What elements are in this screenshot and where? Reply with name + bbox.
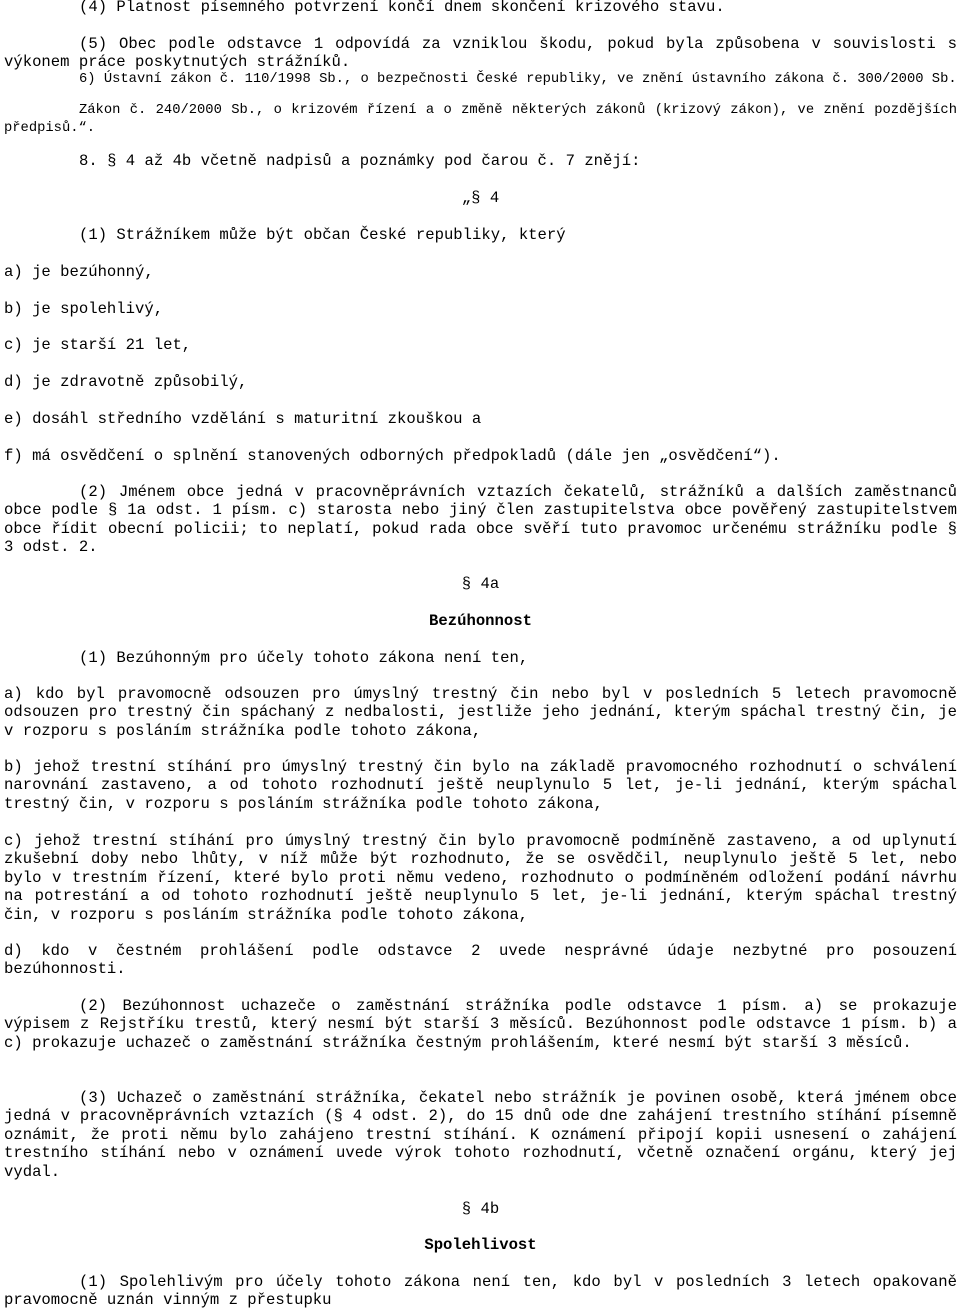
- section-4-paragraph-2: (2) Jménem obce jedná v pracovněprávních vztazích čekatelů, strážníků a dalších zaměstnanců obce podle § 1a odst. 1 písm. c) starosta nebo jiný člen zastupitelstva obce pověřený zastupitelstvem obce řídit obecní policii; to neplatí, pokud rada obce svěří tuto pravomoc určenému strážníku podle § 3 odst. 2.: [4, 483, 957, 557]
- section-4a-paragraph-3: (3) Uchazeč o zaměstnání strážníka, čekatel nebo strážník je povinen osobě, která jménem obce jedná v pracovněprávních vztazích (§ 4 odst. 2), do 15 dnů ode dne zahájení trestního stíhání písemně oznámit, že proti němu bylo zahájeno trestní stíhání. K oznámení připojí kopii usnesení o zahájení trestního stíhání nebo v oznámení uvede výrok tohoto rozhodnutí, včetně označení orgánu, který jej vydal.: [4, 1089, 957, 1181]
- section-4b-heading: § 4b: [461, 1200, 500, 1218]
- list-item-d: d) je zdravotně způsobilý,: [4, 373, 248, 391]
- list-item-f: f) má osvědčení o splnění stanovených odborných předpokladů (dále jen „osvědčení“).: [4, 447, 781, 465]
- section-4a-heading: § 4a: [461, 575, 500, 593]
- footnote-7: Zákon č. 240/2000 Sb., o krizovém řízení a o změně některých zákonů (krizový zákon), ve znění pozdějších předpisů.“.: [4, 103, 957, 137]
- amendment-point-8: 8. § 4 až 4b včetně nadpisů a poznámky pod čarou č. 7 znějí:: [79, 152, 641, 170]
- list-item-e: e) dosáhl středního vzdělání s maturitní zkouškou a: [4, 410, 482, 428]
- section-4b-paragraph-1: (1) Spolehlivým pro účely tohoto zákona není ten, kdo byl v posledních 3 letech opakovaně pravomocně uznán vinným z přestupku: [4, 1273, 957, 1310]
- footnote-6: 6) Ústavní zákon č. 110/1998 Sb., o bezpečnosti České republiky, ve znění ústavního zákona č. 300/2000 Sb.: [79, 72, 957, 87]
- list-item-c: c) je starší 21 let,: [4, 336, 192, 354]
- section-4a-paragraph-1: (1) Bezúhonným pro účely tohoto zákona není ten,: [79, 649, 529, 667]
- section-4a-item-d: d) kdo v čestném prohlášení podle odstavce 2 uvede nesprávné údaje nezbytné pro posouzení bezúhonnosti.: [4, 942, 957, 979]
- section-4-heading: „§ 4: [461, 189, 500, 207]
- section-4a-paragraph-2: (2) Bezúhonnost uchazeče o zaměstnání strážníka podle odstavce 1 písm. a) se prokazuje výpisem z Rejstříku trestů, který nesmí být starší 3 měsíců. Bezúhonnost podle odstavce 1 písm. b) a c) prokazuje uchazeč o zaměstnání strážníka čestným prohlášením, které nesmí být starší 3 měsíců.: [4, 997, 957, 1052]
- paragraph-4-validity: (4) Platnost písemného potvrzení končí dnem skončení krizového stavu.: [79, 0, 725, 16]
- list-item-a: a) je bezúhonný,: [4, 263, 154, 281]
- section-4a-item-b: b) jehož trestní stíhání pro úmyslný trestný čin bylo na základě pravomocného rozhodnutí o schválení narovnání zastaveno, a od tohoto rozhodnutí ještě neuplynulo 5 let, je-li jednání, kterým spáchal trestný čin, v rozporu s posláním strážníka podle tohoto zákona,: [4, 758, 957, 813]
- section-4a-title: Bezúhonnost: [429, 612, 532, 630]
- section-4a-item-c: c) jehož trestní stíhání pro úmyslný trestný čin bylo pravomocně podmíněně zastaveno, a od uplynutí zkušební doby nebo lhůty, v níž může být rozhodnuto, že se osvědčil, neuplynulo ještě 5 let, nebo bylo v trestním řízení, které bylo proti němu vedeno, rozhodnuto o podmíněném odložení podání návrhu na potrestání a od tohoto rozhodnutí ještě neuplynulo 5 let, je-li jednání, kterým spáchal trestný čin, v rozporu s posláním strážníka podle tohoto zákona,: [4, 832, 957, 924]
- paragraph-5-liability: (5) Obec podle odstavce 1 odpovídá za vzniklou škodu, pokud byla způsobena v souvislosti s výkonem práce poskytnutých strážníků.: [4, 35, 957, 72]
- section-4b-title: Spolehlivost: [424, 1236, 537, 1254]
- list-item-b: b) je spolehlivý,: [4, 300, 164, 318]
- section-4-paragraph-1: (1) Strážníkem může být občan České republiky, který: [79, 226, 566, 244]
- section-4a-item-a: a) kdo byl pravomocně odsouzen pro úmyslný trestný čin nebo byl v posledních 5 letech pravomocně odsouzen pro trestný čin spáchaný z nedbalosti, jestliže jeho jednání, kterým spáchal trestný čin, je v rozporu s posláním strážníka podle tohoto zákona,: [4, 685, 957, 740]
